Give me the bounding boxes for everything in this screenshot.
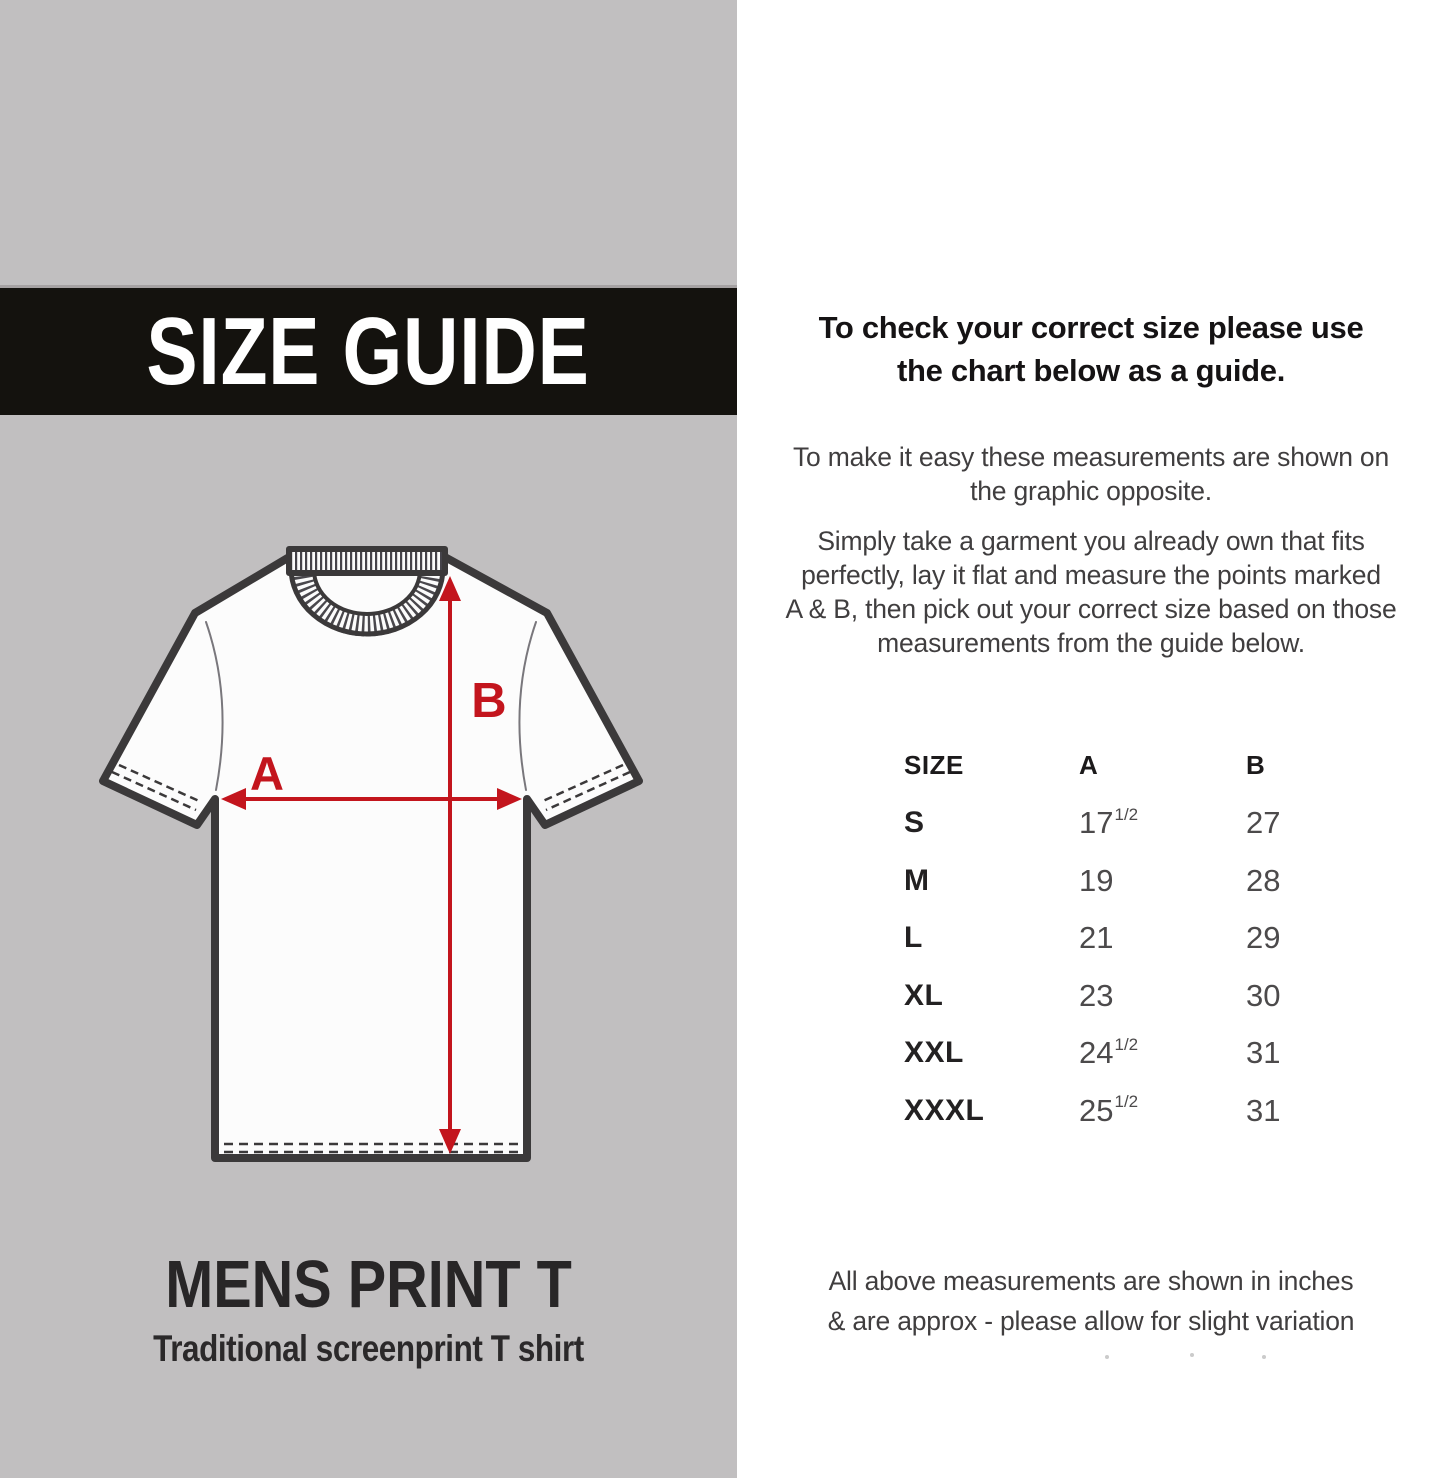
measurement-a bbox=[1079, 805, 1246, 841]
measurement-b: 30 bbox=[1246, 977, 1281, 1013]
measurement-a bbox=[1079, 978, 1246, 1014]
table-row bbox=[904, 1025, 1336, 1083]
value-a: 21 bbox=[1079, 920, 1114, 956]
column-header-size: SIZE bbox=[904, 750, 964, 781]
faint-print-artifact bbox=[1105, 1355, 1109, 1359]
size-label: L bbox=[904, 921, 923, 955]
table-header-row bbox=[904, 737, 1336, 795]
measurement-a bbox=[1079, 920, 1246, 956]
instructions-line: A & B, then pick out your correct size based on those bbox=[785, 594, 1397, 624]
value-a: 25 bbox=[1079, 1092, 1114, 1128]
measurement-b: 27 bbox=[1246, 805, 1281, 841]
instructions-paragraph bbox=[737, 524, 1445, 660]
table-row bbox=[904, 910, 1336, 968]
size-chart-table bbox=[904, 737, 1336, 1140]
heading-line: the chart below as a guide. bbox=[896, 353, 1286, 388]
measurements-footnote bbox=[737, 1261, 1445, 1341]
size-label: S bbox=[904, 806, 925, 840]
heading-line: To check your correct size please use bbox=[818, 310, 1364, 345]
value-a-fraction: 1/2 bbox=[1114, 1034, 1139, 1054]
measurement-b: 31 bbox=[1246, 1035, 1281, 1071]
value-a: 23 bbox=[1079, 977, 1114, 1013]
measurement-a bbox=[1079, 1093, 1246, 1129]
table-row bbox=[904, 967, 1336, 1025]
collar-band bbox=[289, 549, 445, 573]
footnote-line: All above measurements are shown in inches bbox=[828, 1266, 1354, 1296]
value-a: 19 bbox=[1079, 862, 1114, 898]
instructions-line: perfectly, lay it flat and measure the points marked bbox=[801, 560, 1381, 590]
table-row bbox=[904, 852, 1336, 910]
value-a-fraction: 1/2 bbox=[1114, 1092, 1139, 1112]
measurement-b: 28 bbox=[1246, 862, 1281, 898]
size-label: XXL bbox=[904, 1036, 964, 1070]
product-subtitle: Traditional screenprint T shirt bbox=[153, 1328, 584, 1369]
footnote-line: & are approx - please allow for slight variation bbox=[827, 1306, 1355, 1336]
tshirt-outline bbox=[103, 556, 639, 1158]
size-guide-banner bbox=[0, 285, 737, 415]
table-row bbox=[904, 1082, 1336, 1140]
size-guide-title: SIZE GUIDE bbox=[146, 297, 591, 405]
faint-print-artifact bbox=[1190, 1353, 1194, 1357]
value-a: 24 bbox=[1079, 1035, 1114, 1071]
check-size-heading bbox=[737, 306, 1445, 392]
faint-print-artifact bbox=[1262, 1355, 1266, 1359]
measurement-b: 31 bbox=[1246, 1092, 1281, 1128]
size-label: XXXL bbox=[904, 1093, 985, 1127]
intro-line: the graphic opposite. bbox=[970, 476, 1212, 506]
measure-label-b: B bbox=[471, 674, 507, 728]
measurement-b: 29 bbox=[1246, 920, 1281, 956]
size-label: M bbox=[904, 863, 930, 897]
value-a-fraction: 1/2 bbox=[1114, 804, 1139, 824]
measure-label-a: A bbox=[250, 747, 284, 800]
size-label: XL bbox=[904, 978, 944, 1012]
column-header-b: B bbox=[1246, 750, 1266, 781]
measurement-a bbox=[1079, 863, 1246, 899]
table-row bbox=[904, 795, 1336, 853]
right-info-panel bbox=[737, 0, 1445, 1478]
value-a: 17 bbox=[1079, 805, 1114, 841]
intro-paragraph bbox=[737, 440, 1445, 508]
intro-line: To make it easy these measurements are shown on bbox=[793, 442, 1389, 472]
instructions-line: Simply take a garment you already own that fits bbox=[817, 526, 1365, 556]
column-header-a: A bbox=[1079, 750, 1099, 781]
instructions-line: measurements from the guide below. bbox=[877, 628, 1305, 658]
product-title: MENS PRINT T bbox=[165, 1247, 572, 1322]
measurement-a bbox=[1079, 1035, 1246, 1071]
